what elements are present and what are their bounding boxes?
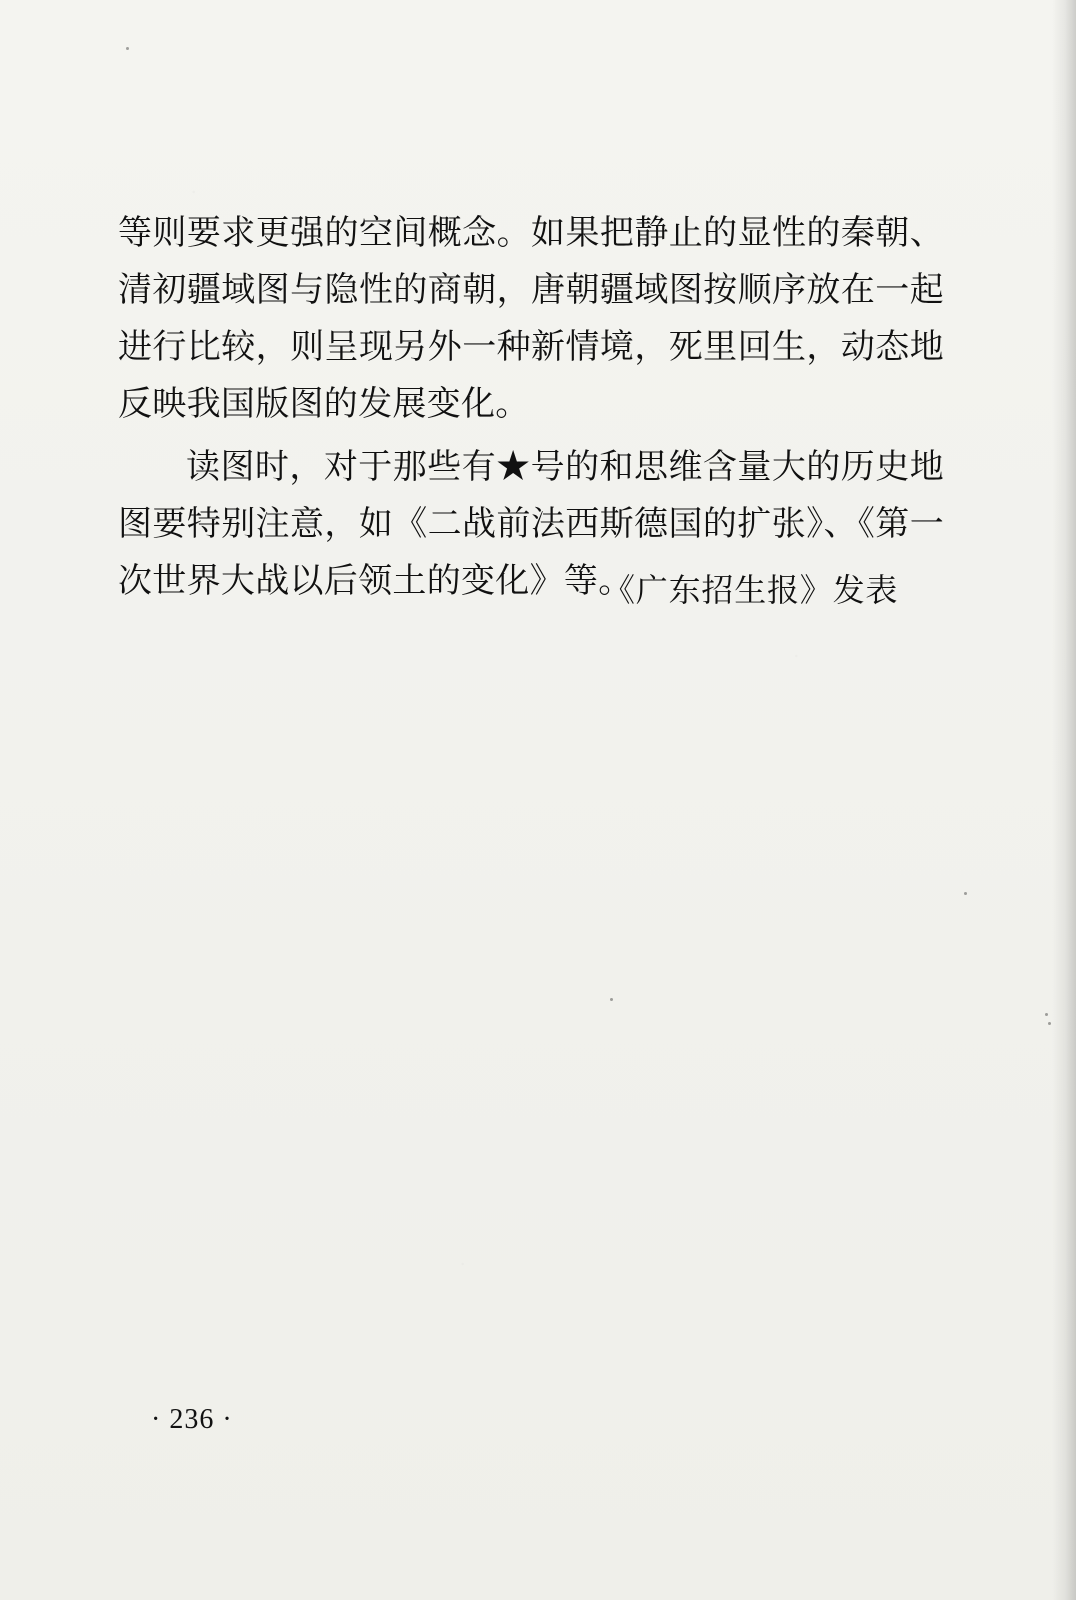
page-edge-shadow <box>1052 0 1076 1600</box>
ink-speck <box>964 892 967 895</box>
paragraph-1: 等则要求更强的空间概念。如果把静止的显性的秦朝、清初疆域图与隐性的商朝，唐朝疆域图按顺序放在一起进行比较，则呈现另外一种新情境，死里回生，动态地反映我国版图的发展变化。 <box>118 213 944 424</box>
ink-speck <box>126 47 129 50</box>
page-number: · 236 · <box>151 1404 233 1435</box>
ink-speck <box>610 998 613 1001</box>
ink-speck <box>1048 1022 1051 1025</box>
ink-speck <box>1045 1013 1048 1016</box>
article-body <box>118 205 944 610</box>
source-attribution: 《广东招生报》发表 <box>603 571 899 609</box>
paragraph-2: 读图时，对于那些有★号的和思维含量大的历史地图要特别注意，如《二战前法西斯德国的扩张》、《第一次世界大战以后领土的变化》等。 <box>118 447 944 601</box>
